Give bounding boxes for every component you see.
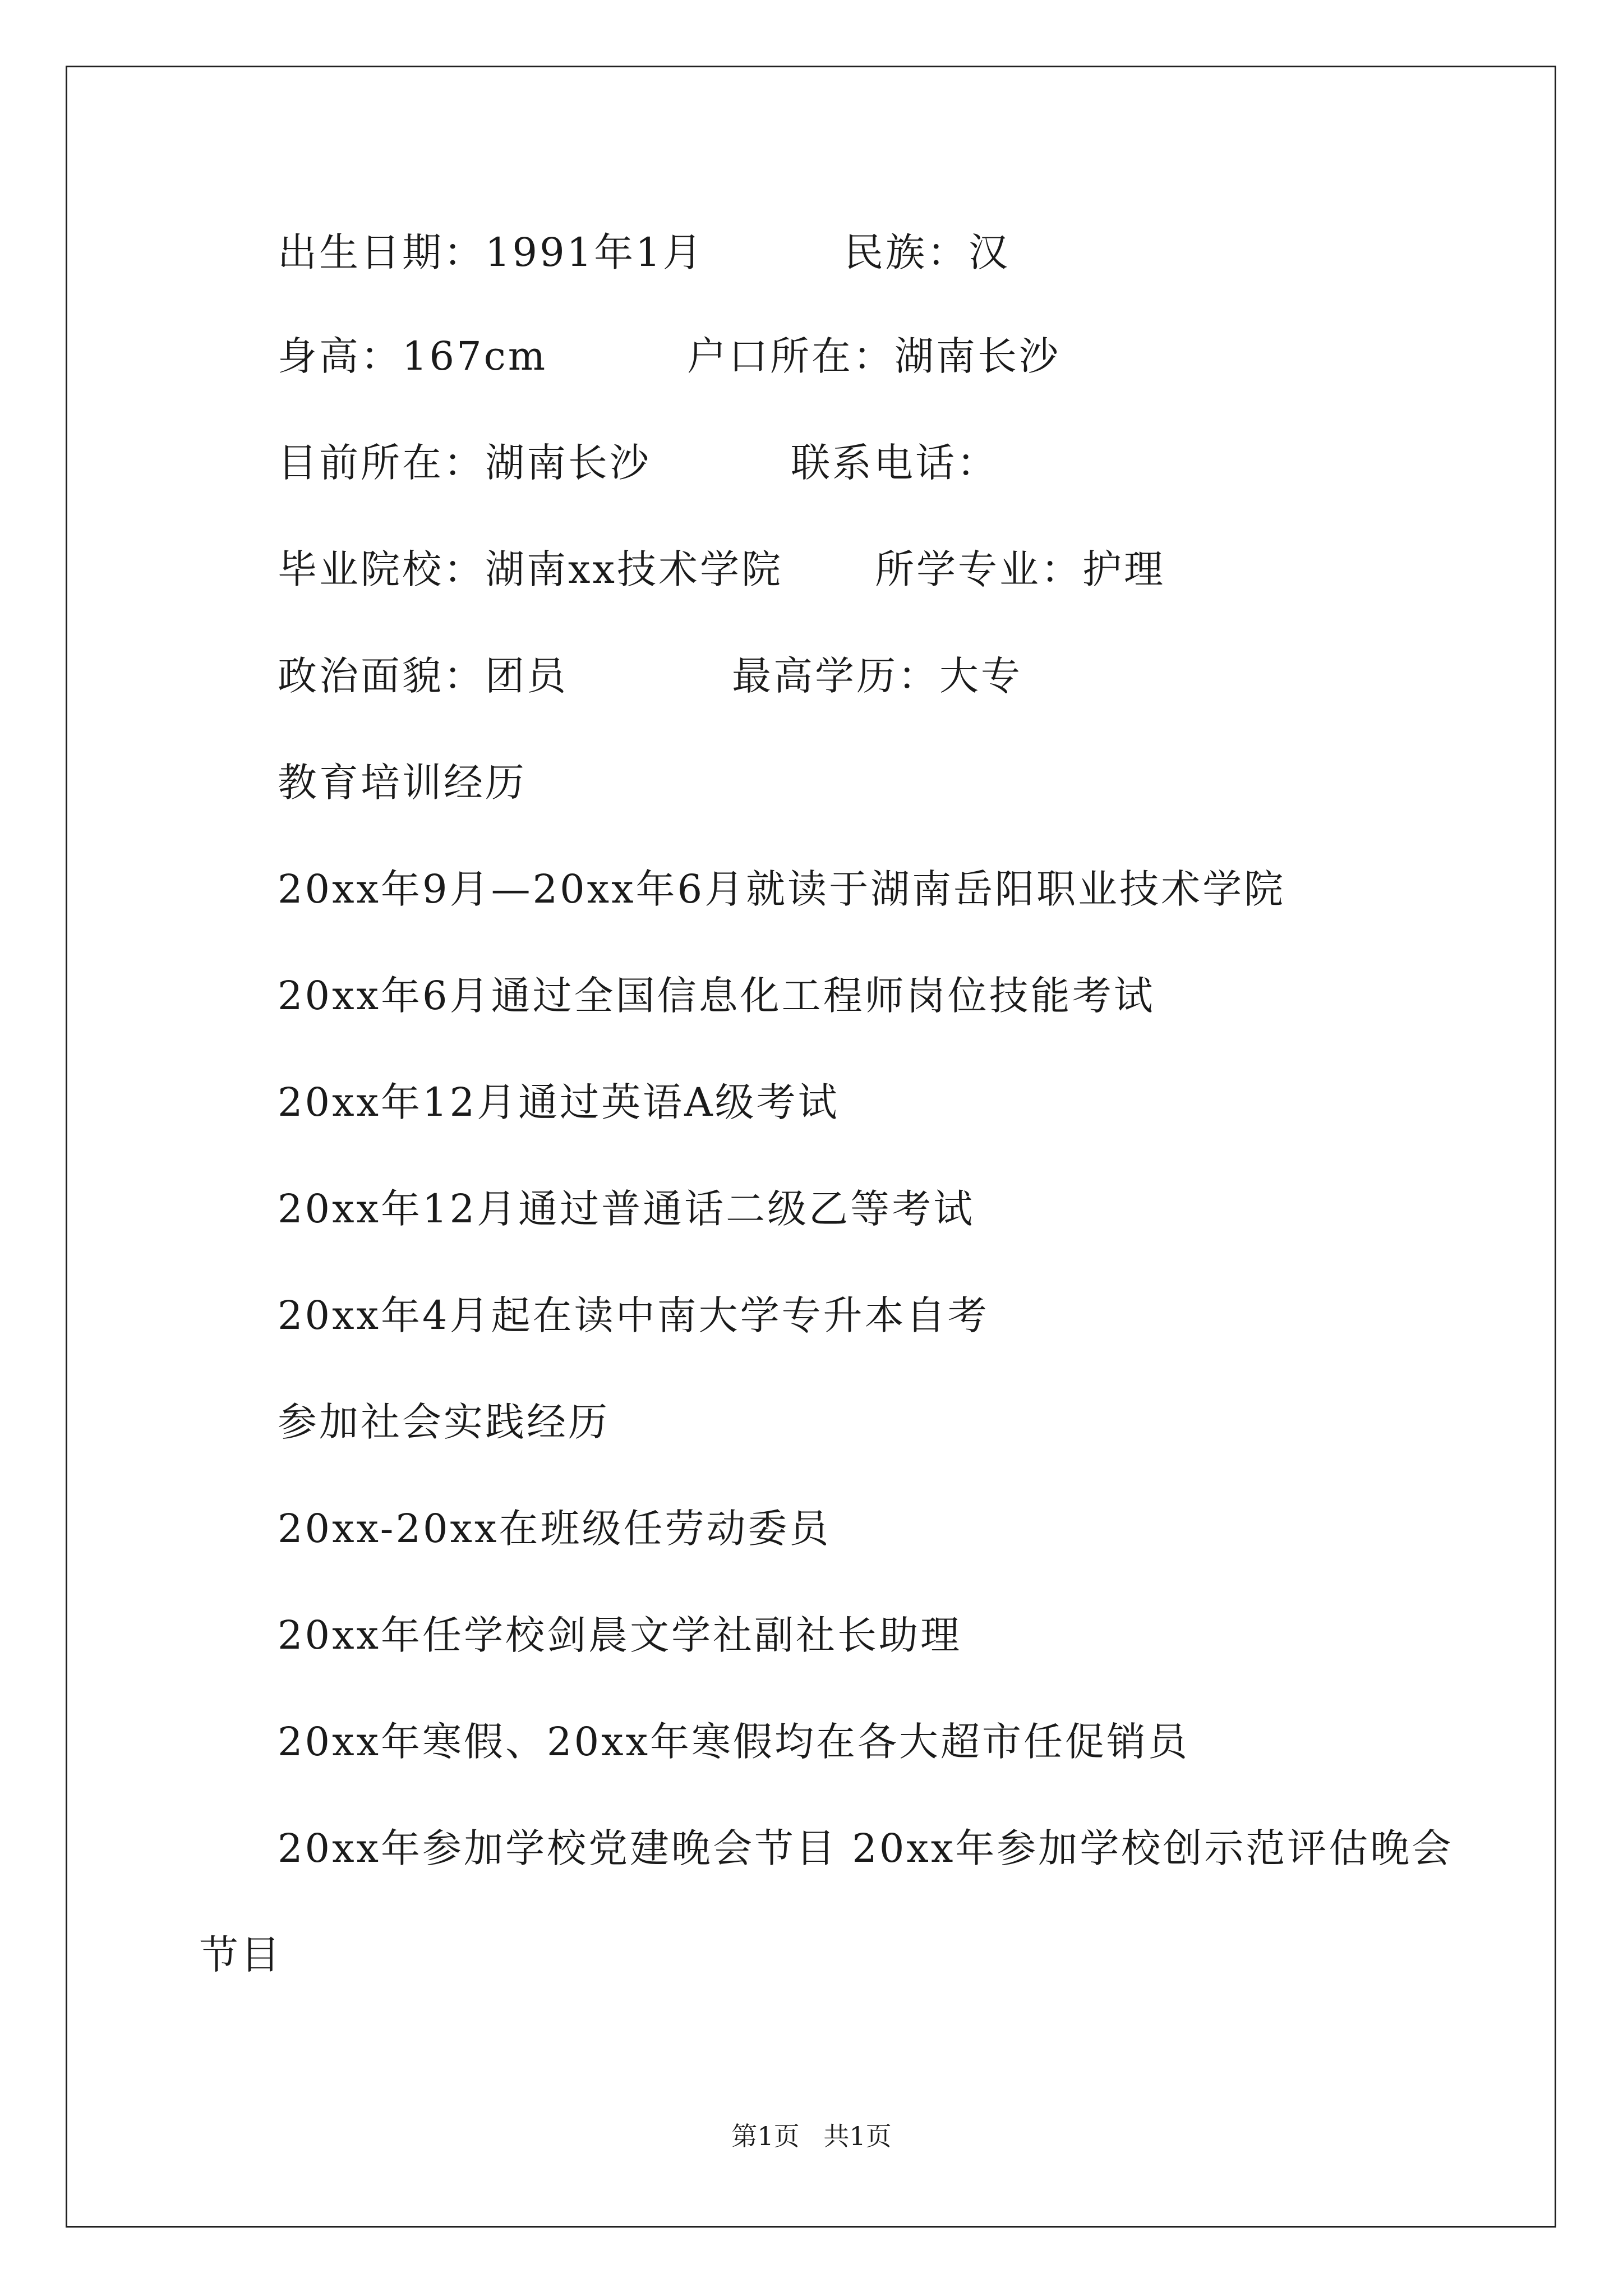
page-footer (0, 2119, 1623, 2153)
practice-item: 20xx年寒假、20xx年寒假均在各大超市任促销员 (278, 1719, 1190, 1765)
practice-heading: 参加社会实践经历 (278, 1399, 610, 1445)
current-location: 目前所在：湖南长沙 (278, 440, 651, 486)
page-number: 第1页 (731, 2121, 800, 2151)
hukou: 户口所在：湖南长沙 (687, 333, 1061, 379)
practice-item: 20xx-20xx在班级任劳动委员 (278, 1506, 831, 1552)
ethnicity: 民族：汉 (844, 229, 1010, 275)
education-item: 20xx年9月—20xx年6月就读于湖南岳阳职业技术学院 (278, 866, 1286, 912)
school: 毕业院校：湖南xx技术学院 (278, 546, 783, 592)
page-border (66, 66, 1556, 2228)
education: 最高学历：大专 (732, 653, 1022, 699)
political-status: 政治面貌：团员 (278, 653, 568, 699)
phone: 联系电话： (791, 440, 998, 486)
practice-item-continuation: 节目 (199, 1932, 282, 1978)
major: 所学专业：护理 (875, 546, 1165, 592)
education-item: 20xx年12月通过普通话二级乙等考试 (278, 1186, 975, 1232)
practice-item: 20xx年任学校剑晨文学社副社长助理 (278, 1612, 962, 1658)
education-item: 20xx年12月通过英语A级考试 (278, 1079, 840, 1125)
practice-item: 20xx年参加学校党建晚会节目 20xx年参加学校创示范评估晚会 (278, 1825, 1454, 1871)
birth-date: 出生日期：1991年1月 (278, 229, 704, 275)
education-heading: 教育培训经历 (278, 760, 527, 806)
education-item: 20xx年6月通过全国信息化工程师岗位技能考试 (278, 973, 1155, 1019)
height: 身高：167cm (278, 333, 548, 379)
education-item: 20xx年4月起在读中南大学专升本自考 (278, 1292, 989, 1338)
page-total: 共1页 (823, 2121, 892, 2151)
